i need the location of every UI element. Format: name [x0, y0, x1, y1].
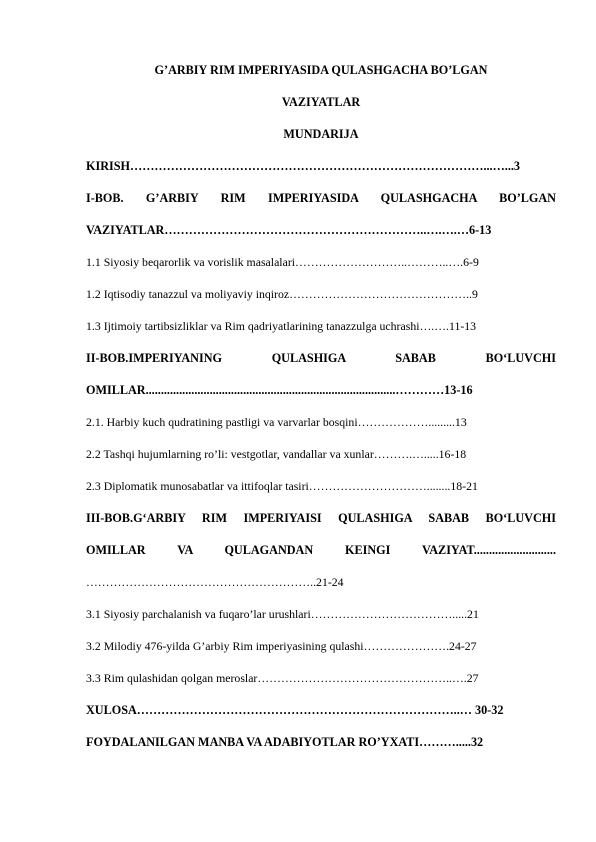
- toc-chapter-3-title-cont: OMILLAR VA QULAGANDAN KEINGI VAZIYAT...........................: [86, 543, 556, 557]
- toc-entry-2-2: 2.2 Tashqi hujumlarning ro’li: vestgotlar, vandallar va xunlar……….….....16-18: [86, 447, 467, 461]
- toc-entry-references: FOYDALANILGAN MANBA VA ADABIYOTLAR RO’YXATI……….....32: [86, 735, 484, 749]
- toc-chapter-1-title-cont: VAZIYATLAR………………………………………………………..….….…6-13: [86, 223, 492, 237]
- toc-entry-3-3: 3.3 Rim qulashidan qolgan meroslar…………………………………………..….27: [86, 671, 479, 685]
- toc-chapter-2-title: II-BOB.IMPERIYANING QULASHIGA SABAB BO‘LUVCHI: [86, 351, 556, 365]
- toc-entry-2-1: 2.1. Harbiy kuch qudratining pastligi va varvarlar bosqini……………….........13: [86, 415, 467, 429]
- toc-entry-xulosa: XULOSA……………………………………………………………………..… 30-32: [86, 703, 504, 717]
- toc-entry-3-1: 3.1 Siyosiy parchalanish va fuqaro’lar urushlari……………………………….....21: [86, 607, 479, 621]
- title-line-1: G’ARBIY RIM IMPERIYASIDA QULASHGACHA BO’LGAN: [154, 63, 488, 77]
- toc-chapter-2-title-cont: OMILLAR..................................................................................…………13-16: [86, 383, 473, 397]
- toc-entry-1-2: 1.2 Iqtisodiy tanazzul va moliyaviy inqiroz………………………………………..9: [86, 287, 478, 301]
- toc-entry-3-2: 3.2 Milodiy 476-yilda G’arbiy Rim imperiyasining qulashi………………….24-27: [86, 639, 477, 653]
- toc-entry-kirish: KIRISH……………………………………………………………………………...…...3: [86, 159, 521, 173]
- toc-entry-2-3: 2.3 Diplomatik munosabatlar va ittifoqlar tasiri…………………………........18-21: [86, 479, 478, 493]
- toc-chapter-3-pages: …………………………………………………..21-24: [86, 575, 344, 589]
- toc-chapter-1-title: I-BOB. G’ARBIY RIM IMPERIYASIDA QULASHGACHA BO’LGAN: [86, 191, 556, 205]
- toc-entry-1-3: 1.3 Ijtimoiy tartibsizliklar va Rim qadriyatlarining tanazzulga uchrashi….….11-13: [86, 319, 477, 333]
- toc-entry-1-1: 1.1 Siyosiy beqarorlik va vorislik masalalari………………………..………..….6-9: [86, 255, 479, 269]
- toc-heading: MUNDARIJA: [283, 127, 359, 141]
- toc-chapter-3-title: III-BOB.G‘ARBIY RIM IMPERIYAISI QULASHIGA SABAB BO‘LUVCHI: [86, 511, 556, 525]
- title-line-2: VAZIYATLAR: [281, 95, 361, 109]
